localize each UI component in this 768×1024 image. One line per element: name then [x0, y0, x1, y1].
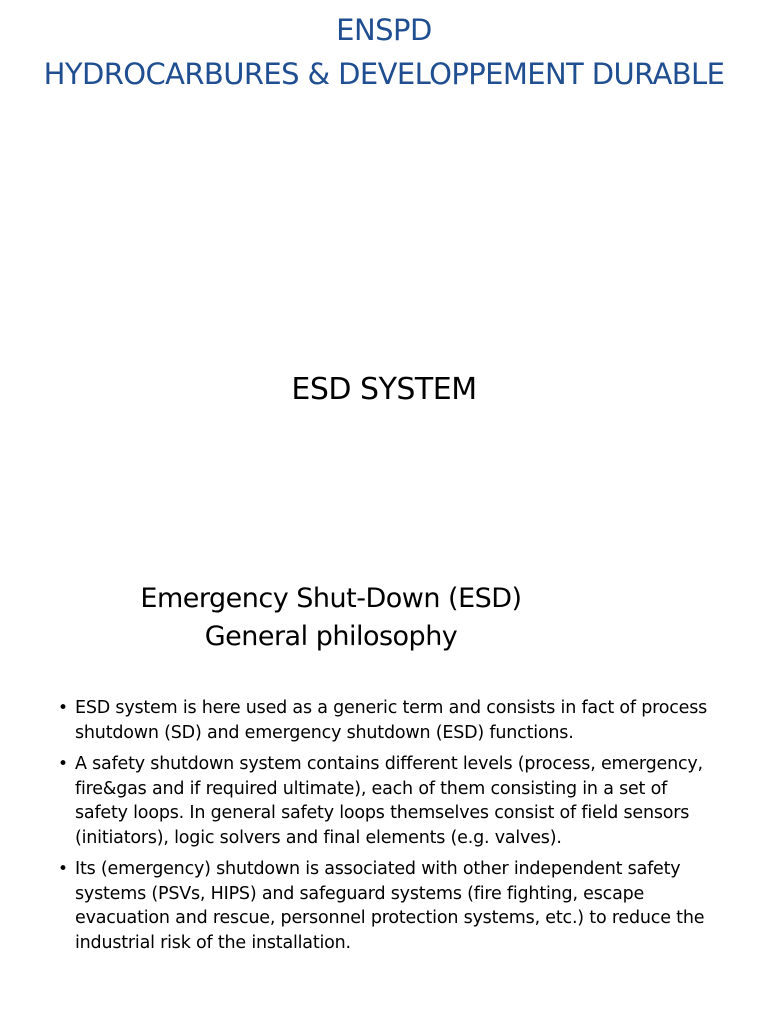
document-header	[0, 8, 768, 96]
header-school-name: ENSPD	[336, 13, 432, 47]
header-course-name: HYDROCARBURES & DEVELOPPEMENT DURABLE	[43, 57, 725, 91]
list-item	[58, 752, 718, 850]
bullet-list	[58, 696, 718, 962]
subtitle-line-2: General philosophy	[204, 621, 458, 652]
bullet-icon: •	[58, 698, 68, 718]
list-item	[58, 696, 718, 745]
bullet-text: Its (emergency) shutdown is associated with other independent safety systems (PSVs, HIPS) and safeguard systems (fire fighting, escape evacuation and rescue, personnel protection systems, etc.) to reduce the industrial risk of the installation.	[75, 859, 705, 953]
bullet-text: A safety shutdown system contains different levels (process, emergency, fire&gas and if required ultimate), each of them consisting in a set of safety loops. In general safety loops themselves consist of field sensors (initiators), logic solvers and final elements (e.g. valves).	[75, 754, 703, 848]
subtitle-line-1: Emergency Shut-Down (ESD)	[140, 583, 522, 614]
section-subtitle	[96, 580, 566, 656]
list-item	[58, 857, 718, 955]
bullet-icon: •	[58, 859, 68, 879]
bullet-text: ESD system is here used as a generic term and consists in fact of process shutdown (SD) and emergency shutdown (ESD) functions.	[75, 698, 708, 743]
page-title: ESD SYSTEM	[291, 372, 477, 407]
bullet-icon: •	[58, 754, 68, 774]
